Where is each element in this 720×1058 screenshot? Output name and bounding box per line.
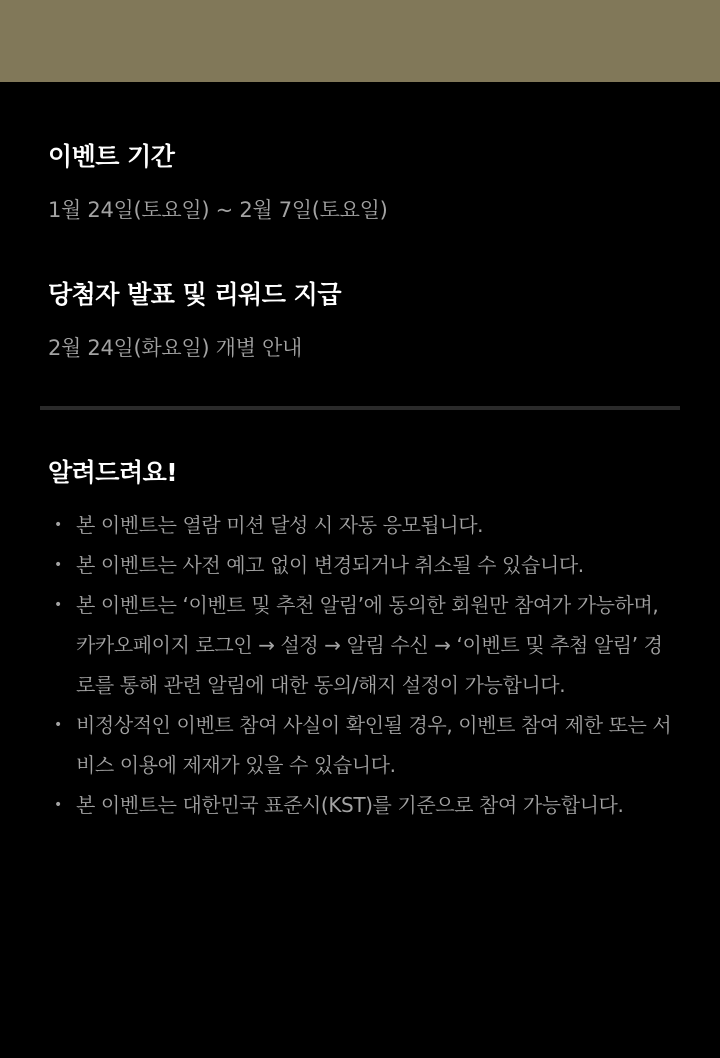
winner-announcement-title: 당첨자 발표 및 리워드 지급: [48, 280, 341, 309]
notice-item: [48, 505, 678, 545]
notice-item-text: 본 이벤트는 대한민국 표준시(KST)를 기준으로 참여 가능합니다.: [76, 793, 624, 817]
section-divider: [40, 406, 680, 410]
bullet-icon: •: [54, 557, 62, 573]
bullet-icon: •: [54, 517, 62, 533]
notice-item: [48, 785, 678, 825]
notice-list: [48, 505, 678, 825]
notice-item-text: 본 이벤트는 ‘이벤트 및 추천 알림’에 동의한 회원만 참여가 가능하며, 카카오페이지 로그인 → 설정 → 알림 수신 → ‘이벤트 및 추첨 알림’ 경로를 통해 관련 알림에 대한 동의/해지 설정이 가능합니다.: [76, 593, 663, 697]
notice-item: [48, 585, 678, 705]
notice-item: [48, 705, 678, 785]
notice-title: 알려드려요!: [48, 458, 178, 487]
winner-announcement-text: 2월 24일(화요일) 개별 안내: [48, 336, 302, 360]
bullet-icon: •: [54, 717, 62, 733]
bullet-icon: •: [54, 597, 62, 613]
notice-item-text: 본 이벤트는 사전 예고 없이 변경되거나 취소될 수 있습니다.: [76, 553, 584, 577]
event-period-text: 1월 24일(토요일) ~ 2월 7일(토요일): [48, 198, 388, 222]
bullet-icon: •: [54, 797, 62, 813]
notice-item-text: 본 이벤트는 열람 미션 달성 시 자동 응모됩니다.: [76, 513, 484, 537]
notice-item: [48, 545, 678, 585]
notice-item-text: 비정상적인 이벤트 참여 사실이 확인될 경우, 이벤트 참여 제한 또는 서비스 이용에 제재가 있을 수 있습니다.: [76, 713, 672, 777]
event-period-title: 이벤트 기간: [48, 142, 175, 171]
top-banner: [0, 0, 720, 82]
